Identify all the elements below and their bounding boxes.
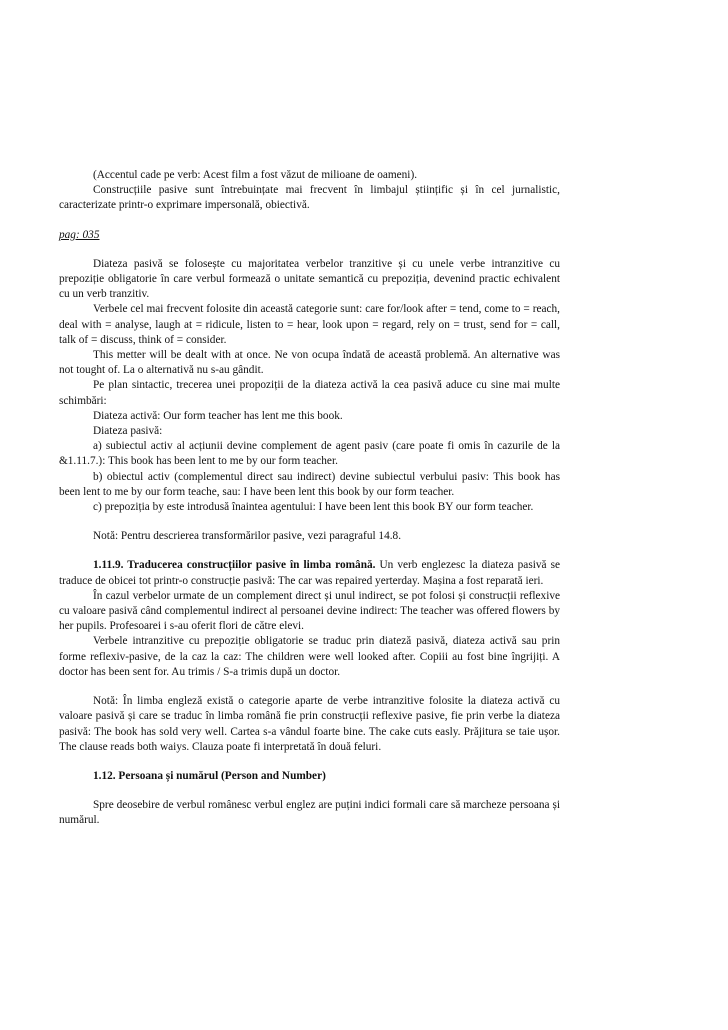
section-body-1-11-9: Un verb englezesc la diateza pasivă se traduce de obicei tot printr-o construcție pasivă: The car was repaired yerterday. Mașina a fost reparată ieri. [59, 559, 560, 587]
paragraph-note-transformations: Notă: Pentru descrierea transformărilor pasive, vezi paragraful 14.8. [93, 530, 402, 543]
paragraph-person-number: Spre deosebire de verbul românesc verbul englez are puțini indici formali care să marcheze persoana și numărul. [59, 799, 560, 827]
paragraph-rule-b: b) obiectul activ (complementul direct sau indirect) devine subiectul verbului pasiv: This book has been lent to me by our form teache, sau: I have been lent this book by our form teacher. [59, 470, 560, 498]
section-heading-1-12: 1.12. Persoana și numărul (Person and Number) [93, 769, 326, 782]
paragraph-intransitive-verbs: Verbele intranzitive cu prepoziție obligatorie se traduc prin diateză pasivă, diateza activă sau prin forme reflexiv-pasive, de la caz la caz: The children were well looked after. Copiii au fost bine îngrijiți. A doctor has been sent for. Au trimis / S-a trimis după un doctor. [59, 635, 560, 678]
paragraph-syntactic-changes: Pe plan sintactic, trecerea unei propoziții de la diateza activă la cea pasivă aduce cu sine mai multe schimbări: [59, 379, 560, 407]
paragraph-reflexive-constructions: În cazul verbelor urmate de un complement direct și unul indirect, se pot folosi și construcții reflexive cu valoare pasivă când complementul indirect al persoanei devine indirect: The teacher was offered flowers by her pupils. Profesoarei i s-au oferit flori de către elevi. [59, 589, 560, 633]
paragraph-rule-a: a) subiectul activ al acțiunii devine complement de agent pasiv (care poate fi omis în cazurile de la &1.11.7.): This book has been lent to me by our form teacher. [59, 440, 560, 468]
paragraph-rule-c: c) prepoziția by este introdusă înaintea agentului: I have been lent this book BY our form teacher. [93, 501, 534, 514]
paragraph-passive-usage: Construcțiile pasive sunt întrebuințate mai frecvent în limbajul științific și în cel jurnalistic, caracterizate printr-o exprimare impersonală, obiectivă. [59, 184, 560, 212]
paragraph-active-voice-example: Diateza activă: Our form teacher has lent me this book. [93, 409, 343, 422]
paragraph-example-dealt-with: This metter will be dealt with at once. Ne von ocupa îndată de această problemă. An alternative was not tought of. La o alternativă nu s-au gândit. [59, 349, 560, 377]
section-heading-1-11-9: 1.11.9. Traducerea construcțiilor pasive în limba română. [93, 559, 376, 572]
document-page [59, 168, 560, 829]
paragraph-note-intransitive: Notă: În limba engleză există o categorie aparte de verbe intranzitive folosite la diateza activă cu valoare pasivă și care se traduc în limba română fie prin construcții reflexive pasive, fie prin verbe la diateza pasivă: The book has sold very well. Cartea s-a vândul foarte bine. The cake cuts easly. Prăjitura se taie ușor. The clause reads both waiys. Clauza poate fi interpretată în două feluri. [59, 695, 560, 753]
paragraph-passive-voice-label: Diateza pasivă: [93, 425, 163, 438]
paragraph-section-1-11-9 [59, 558, 560, 588]
paragraph-passive-voice-use: Diateza pasivă se folosește cu majoritatea verbelor tranzitive și cu unele verbe intranzitive cu prepoziție obligatorie în care verbul formează o unitate semantică cu prepoziția, devenind practic echivalent cu un verb tranzitiv. [59, 257, 560, 301]
page-number-label: pag: 035 [59, 228, 100, 241]
paragraph-accent-note: (Accentul cade pe verb: Acest film a fost văzut de milioane de oameni). [93, 169, 418, 181]
paragraph-frequent-verbs: Verbele cel mai frecvent folosite din această categorie sunt: care for/look after = tend, come to = reach, deal with = analyse, laugh at = ridicule, listen to = hear, look upon = regard, rely on = trust, send for = call, talk of = discuss, think of = consider. [59, 303, 560, 346]
